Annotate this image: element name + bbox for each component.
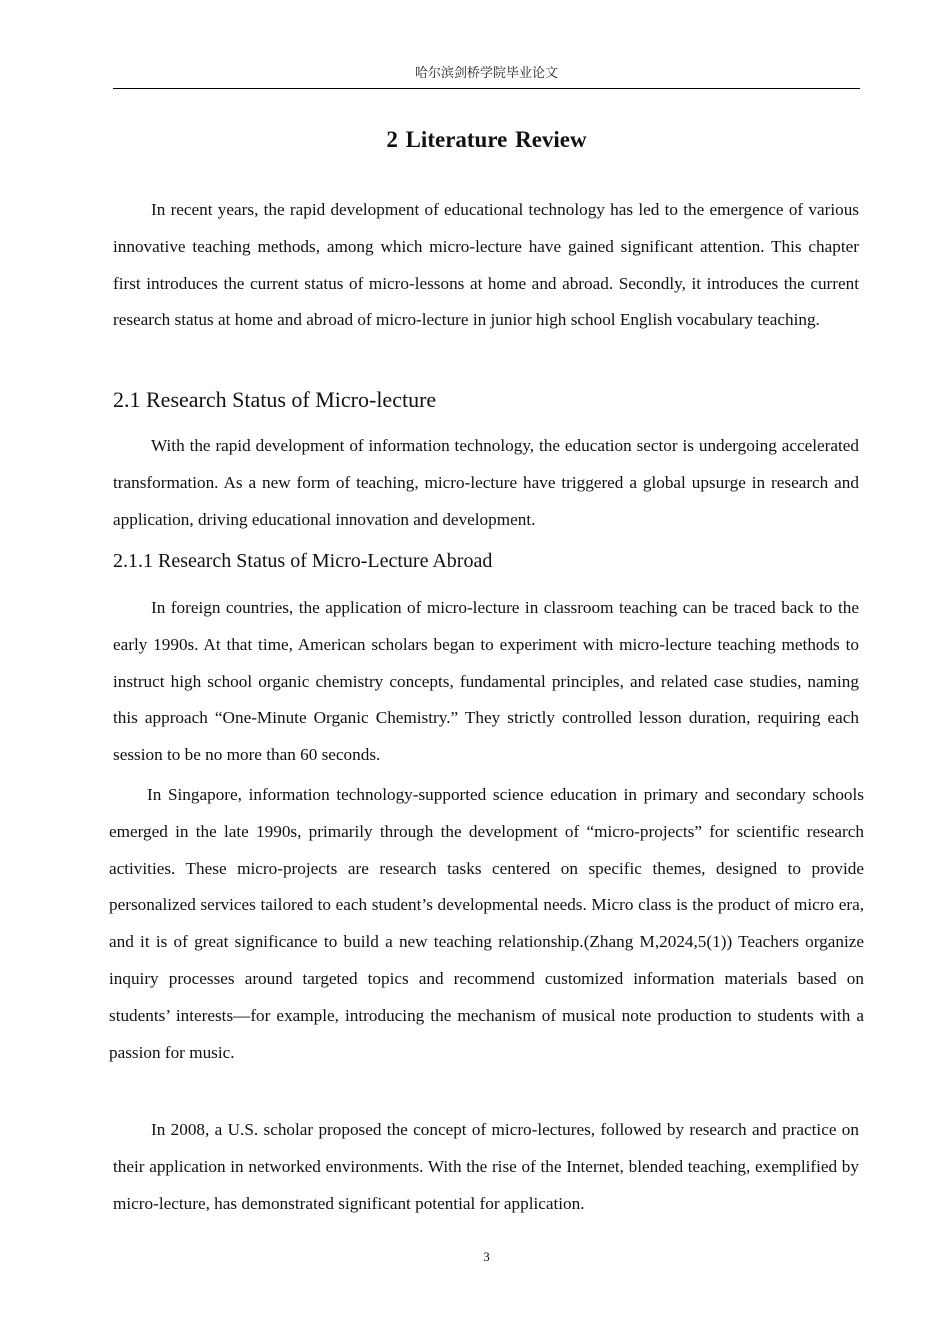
section-2-1-1-paragraph-1: In foreign countries, the application of micro-lecture in classroom teaching can be traced back to the early 1990s. At that time, American scholars began to experiment with micro-lecture teaching methods to instruct high school organic chemistry concepts, fundamental principles, and related case studies, naming this approach “One-Minute Organic Chemistry.” They strictly controlled lesson duration, requiring each session to be no more than 60 seconds. — [113, 598, 859, 765]
running-header: 哈尔滨剑桥学院毕业论文 — [414, 66, 558, 81]
header-divider — [113, 88, 860, 89]
page-number: 3 — [483, 1249, 490, 1264]
section-2-1-1-paragraph-3: In 2008, a U.S. scholar proposed the concept of micro-lectures, followed by research and practice on their application in networked environments. With the rise of the Internet, blended teaching, exemplified by micro-lecture, has demonstrated significant potential for application. — [113, 1120, 859, 1213]
section-2-1-1-paragraph-2: In Singapore, information technology-supported science education in primary and secondary schools emerged in the late 1990s, primarily through the development of “micro-projects” for scientific research activities. These micro-projects are research tasks centered on specific themes, designed to provide personalized services tailored to each student’s developmental needs. Micro class is the product of micro era, and it is of great significance to build a new teaching relationship.(Zhang M,2024,5(1)) Teachers organize inquiry processes around targeted topics and recommend customized information materials based on students’ interests—for example, introducing the mechanism of musical note production to students with a passion for music. — [109, 785, 864, 1062]
section-heading-2-1: 2.1 Research Status of Micro-lecture — [113, 387, 437, 412]
section-heading-2-1-1: 2.1.1 Research Status of Micro-Lecture Abroad — [113, 550, 493, 572]
section-2-1-paragraph: With the rapid development of information technology, the education sector is undergoing accelerated transformation. As a new form of teaching, micro-lecture have triggered a global upsurge in research and application, driving educational innovation and development. — [113, 436, 859, 529]
intro-paragraph: In recent years, the rapid development of educational technology has led to the emergence of various innovative teaching methods, among which micro-lecture have gained significant attention. This chapter first introduces the current status of micro-lessons at home and abroad. Secondly, it introduces the current research status at home and abroad of micro-lecture in junior high school English vocabulary teaching. — [113, 200, 859, 330]
chapter-title: 2 Literature Review — [386, 127, 587, 152]
